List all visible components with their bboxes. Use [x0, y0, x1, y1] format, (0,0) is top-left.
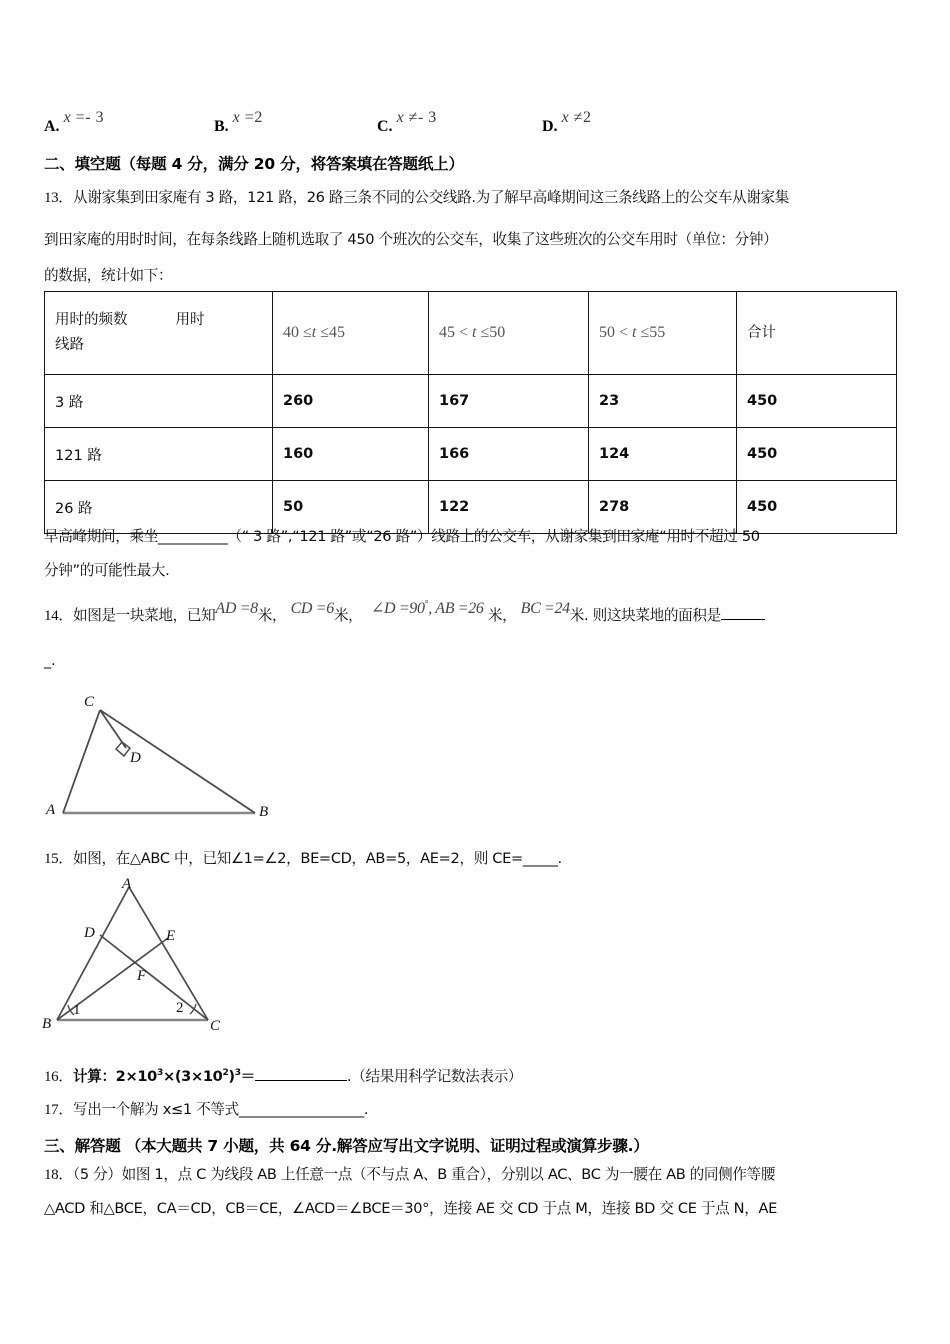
choice-expr-c: x ≠- 3 — [396, 109, 437, 126]
figure-15-label-angle-1: 1 — [73, 1002, 81, 1018]
q14-unit-ad: 米， — [257, 607, 287, 624]
choice-expr-a: x =- 3 — [63, 109, 105, 126]
table-header-corner — [45, 292, 273, 375]
table-row — [45, 375, 897, 428]
table-cell-value: 124 — [589, 428, 737, 481]
q16-exponent-1: 3 — [156, 1068, 163, 1079]
figure-15-label-d: D — [84, 925, 95, 941]
figure-15-label-f: F — [137, 968, 147, 984]
question-17-text: 写出一个解为 x≤1 不等式__________________. — [72, 1101, 369, 1118]
table-header-row — [45, 292, 897, 375]
table-header-range-3: 50 < t ≤55 — [589, 292, 737, 375]
question-14-line-1 — [44, 599, 765, 625]
choice-letter-a: A. — [44, 118, 60, 135]
figure-15-segment-ab — [57, 887, 129, 1020]
question-14-line-2: _. — [44, 652, 56, 669]
question-16-number: 16． — [44, 1069, 73, 1085]
figure-15-label-b: B — [42, 1016, 52, 1032]
q14-unit-cd: 米， — [333, 607, 363, 624]
table-header-range-2: 45 < t ≤50 — [429, 292, 589, 375]
frequency-table — [44, 291, 897, 534]
table-cell-total: 450 — [737, 481, 897, 534]
table-cell-route: 121 路 — [45, 428, 273, 481]
question-13-line-3: 的数据，统计如下： — [44, 267, 173, 284]
question-13-text-1: 从谢家集到田家庵有 3 路，121 路，26 路三条不同的公交线路.为了解早高峰期间这三条线路上的公交车从谢家集 — [72, 189, 789, 206]
question-14-text-b: 则这块菜地的面积是 — [592, 607, 721, 624]
table-cell-route: 3 路 — [45, 375, 273, 428]
q14-math-angle-d: ∠D =90 — [370, 600, 425, 617]
choice-expr-d: x ≠2 — [561, 109, 592, 126]
question-18-line-1 — [44, 1163, 775, 1184]
figure-14-label-a: A — [46, 802, 56, 818]
question-18-text-1: （5 分）如图 1，点 C 为线段 AB 上任意一点（不与点 A、B 重合），分别以 AC、BC 为一腰在 AB 的同侧作等腰 — [72, 1166, 776, 1183]
header-corner-c: 线路 — [55, 337, 84, 353]
figure-15-label-angle-2: 2 — [176, 1000, 184, 1016]
table-cell-value: 260 — [273, 375, 429, 428]
question-13-tail-line-2: 分钟”的可能性最大. — [44, 562, 170, 579]
choice-letter-d: D. — [542, 118, 558, 135]
table-cell-total: 450 — [737, 375, 897, 428]
choice-option-c[interactable] — [377, 109, 437, 136]
header-corner-b: 用时 — [175, 312, 205, 329]
question-18-line-2: △ACD 和△BCE，CA＝CD，CB＝CE，∠ACD＝∠BCE＝30°，连接 AE 交 CD 于点 M，连接 BD 交 CE 于点 N，AE — [44, 1200, 777, 1217]
table-cell-route: 26 路 — [45, 481, 273, 534]
q14-unit-ab: 米， — [487, 607, 517, 624]
figure-14-label-b: B — [259, 804, 269, 820]
choice-letter-b: B. — [214, 118, 229, 135]
choices-row — [44, 96, 904, 136]
table-cell-total: 450 — [737, 428, 897, 481]
question-16-answer-blank[interactable] — [255, 1080, 347, 1081]
question-16-line — [44, 1065, 522, 1086]
table-cell-value: 166 — [429, 428, 589, 481]
header-corner-a: 用时的频数 — [55, 312, 128, 329]
table-cell-value: 23 — [589, 375, 737, 428]
table-cell-value: 167 — [429, 375, 589, 428]
q14-math-cd: CD =6 — [290, 600, 334, 617]
figure-14-label-c: C — [84, 694, 95, 710]
question-14-number: 14． — [44, 608, 73, 624]
table-header-range-1: 40 ≤t ≤45 — [273, 292, 429, 375]
question-18-number: 18． — [44, 1167, 73, 1183]
q14-degree-symbol: ° — [424, 599, 429, 610]
question-17-line — [44, 1098, 368, 1119]
q16-tail: .（结果用科学记数法表示） — [346, 1068, 523, 1085]
q14-math-ad: AD =8 — [215, 600, 258, 617]
q14-math-bc: BC =24 — [520, 600, 570, 617]
question-17-number: 17． — [44, 1102, 73, 1118]
table-cell-value: 160 — [273, 428, 429, 481]
table-cell-value: 122 — [429, 481, 589, 534]
figure-14-segment-ac — [63, 710, 100, 813]
choice-letter-c: C. — [377, 118, 393, 135]
question-15-number: 15． — [44, 851, 73, 867]
section-two-heading: 二、填空题（每题 4 分，满分 20 分，将答案填在答题纸上） — [44, 155, 464, 173]
question-13-number: 13． — [44, 190, 73, 206]
table-row — [45, 428, 897, 481]
choice-option-a[interactable] — [44, 109, 105, 136]
figure-15-label-c: C — [210, 1018, 221, 1034]
question-13-tail-line-1: 早高峰期间，乘坐__________（“ 3 路”,“121 路”或“26 路”）线路上的公交车，从谢家集到田家庵“用时不超过 50 — [44, 528, 760, 545]
figure-15-label-a: A — [122, 876, 132, 892]
question-14-text-a: 如图是一块菜地，已知 — [72, 607, 216, 624]
question-13-line-2: 到田家庵的用时时间，在每条线路上随机选取了 450 个班次的公交车，收集了这些班次的公交车用时（单位：分钟） — [44, 231, 778, 248]
choice-option-d[interactable] — [542, 109, 592, 136]
table-header-total: 合计 — [737, 292, 897, 375]
q14-unit-bc: 米. — [569, 607, 589, 624]
figure-15-segment-ac — [129, 887, 208, 1020]
q14-math-ab: , AB =26 — [428, 600, 484, 617]
figure-question-15 — [30, 872, 245, 1037]
section-three-heading: 三、解答题 （本大题共 7 小题，共 64 分.解答应写出文字说明、证明过程或演算步骤.） — [44, 1137, 649, 1155]
question-15-text: 如图，在△ABC 中，已知∠1=∠2，BE=CD，AB=5，AE=2，则 CE=_____. — [72, 850, 562, 867]
q16-equals: ＝ — [240, 1068, 255, 1085]
figure-14-segment-cb — [100, 710, 255, 813]
choice-expr-b: x =2 — [232, 109, 263, 126]
question-13-line-1 — [44, 186, 789, 207]
figure-14-label-d: D — [130, 750, 141, 766]
table-cell-value: 278 — [589, 481, 737, 534]
figure-15-label-e: E — [166, 928, 176, 944]
q16-mid: ×(3×10 — [162, 1068, 223, 1085]
figure-question-14 — [30, 686, 290, 831]
question-14-answer-blank[interactable] — [721, 619, 765, 620]
question-15-line — [44, 847, 562, 868]
q16-pre: 计算：2×10 — [72, 1068, 157, 1085]
q16-mid-2: ) — [228, 1068, 235, 1085]
table-cell-value: 50 — [273, 481, 429, 534]
q16-exponent-3: 3 — [234, 1068, 241, 1079]
q16-exponent-2: 2 — [222, 1068, 229, 1079]
choice-option-b[interactable] — [214, 109, 263, 136]
